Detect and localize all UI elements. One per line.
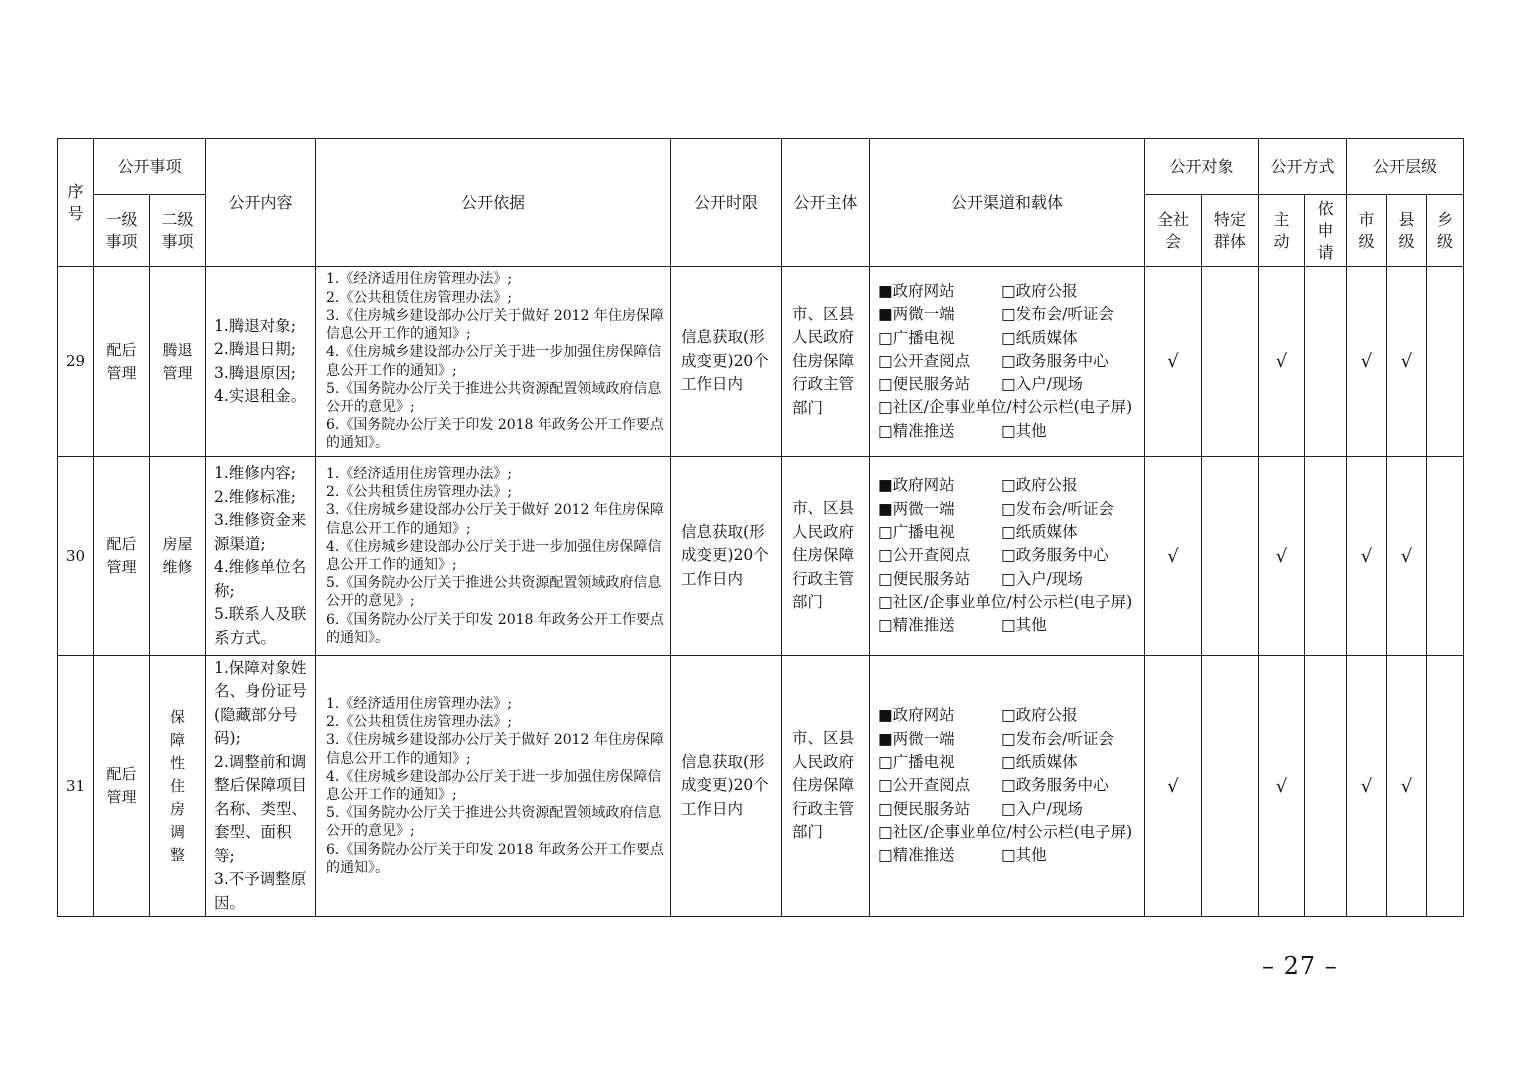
channel-option: □精准推送 bbox=[878, 616, 955, 635]
header-level-county: 县级 bbox=[1387, 195, 1427, 267]
channel-option: □政府公报 bbox=[1001, 476, 1078, 495]
header-matters: 公开事项 bbox=[94, 139, 206, 195]
channel-option: ■两微一端 bbox=[878, 305, 955, 324]
channel-option: □政务服务中心 bbox=[1001, 351, 1109, 370]
content-line: 2.腾退日期; bbox=[214, 340, 297, 358]
header-target-group: 特定群体 bbox=[1202, 195, 1259, 267]
channel-option: □便民服务站 bbox=[878, 799, 971, 818]
row-basis bbox=[316, 457, 671, 656]
channel-option: □入户/现场 bbox=[1001, 799, 1083, 818]
row-content bbox=[206, 656, 316, 917]
row-subject: 市、区县人民政府住房保障行政主管部门 bbox=[782, 457, 870, 656]
header-level-town: 乡级 bbox=[1427, 195, 1464, 267]
content-line: 2.调整前和调整后保障项目名称、类型、套型、面积等; bbox=[214, 752, 308, 865]
channel-option: □政府公报 bbox=[1001, 281, 1078, 300]
disclosure-table bbox=[57, 138, 1464, 917]
basis-line: 4.《住房城乡建设部办公厅关于进一步加强住房保障信息公开工作的通知》; bbox=[326, 768, 662, 803]
check-target-all: √ bbox=[1145, 267, 1202, 457]
channel-option: □便民服务站 bbox=[878, 375, 971, 394]
content-line: 2.维修标准; bbox=[214, 487, 297, 506]
header-method-request: 依申请 bbox=[1305, 195, 1347, 267]
channel-option: ■两微一端 bbox=[878, 499, 955, 518]
basis-line: 2.《公共租赁住房管理办法》; bbox=[326, 484, 513, 501]
check-method-request bbox=[1305, 267, 1347, 457]
check-method-active: √ bbox=[1259, 267, 1305, 457]
check-method-request bbox=[1305, 656, 1347, 917]
basis-line: 6.《国务院办公厅关于印发 2018 年政务公开工作要点的通知》。 bbox=[326, 417, 664, 452]
row-time-limit: 信息获取(形成变更)20个工作日内 bbox=[671, 656, 782, 917]
channel-option: ■政府网站 bbox=[878, 706, 955, 725]
basis-line: 4.《住房城乡建设部办公厅关于进一步加强住房保障信息公开工作的通知》; bbox=[326, 538, 662, 573]
check-target-all: √ bbox=[1145, 457, 1202, 656]
row-basis bbox=[316, 656, 671, 917]
row-seq: 30 bbox=[58, 457, 94, 656]
content-line: 1.维修内容; bbox=[214, 464, 297, 482]
row-channels bbox=[870, 457, 1145, 656]
check-level-city: √ bbox=[1347, 457, 1387, 656]
basis-line: 3.《住房城乡建设部办公厅关于做好 2012 年住房保障信息公开工作的通知》; bbox=[326, 732, 664, 767]
check-method-active: √ bbox=[1259, 656, 1305, 917]
row-level1: 配后管理 bbox=[94, 267, 150, 457]
channel-option: □入户/现场 bbox=[1001, 569, 1083, 588]
content-line: 4.维修单位名称; bbox=[214, 558, 307, 600]
basis-line: 2.《公共租赁住房管理办法》; bbox=[326, 714, 513, 731]
channel-option: □广播电视 bbox=[878, 523, 955, 542]
content-line: 3.维修资金来源渠道; bbox=[214, 511, 307, 553]
check-level-city: √ bbox=[1347, 656, 1387, 917]
row-basis bbox=[316, 267, 671, 457]
channel-option: □其他 bbox=[1001, 846, 1047, 865]
basis-line: 5.《国务院办公厅关于推进公共资源配置领域政府信息公开的意见》; bbox=[326, 380, 662, 415]
header-level-city: 市级 bbox=[1347, 195, 1387, 267]
channel-option: □社区/企事业单位/村公示栏(电子屏) bbox=[878, 398, 1133, 417]
row-content bbox=[206, 457, 316, 656]
channel-option: □政务服务中心 bbox=[1001, 776, 1109, 795]
channel-option: □公开查阅点 bbox=[878, 776, 971, 795]
header-time-limit: 公开时限 bbox=[671, 139, 782, 267]
check-target-group bbox=[1202, 656, 1259, 917]
channel-option: □精准推送 bbox=[878, 421, 955, 440]
channel-option: □纸质媒体 bbox=[1001, 523, 1078, 542]
header-method: 公开方式 bbox=[1259, 139, 1347, 195]
channel-option: □广播电视 bbox=[878, 753, 955, 772]
table-row bbox=[58, 457, 1464, 656]
channel-option: □入户/现场 bbox=[1001, 375, 1083, 394]
channel-option: □纸质媒体 bbox=[1001, 328, 1078, 347]
channel-option: □公开查阅点 bbox=[878, 546, 971, 565]
check-method-active: √ bbox=[1259, 457, 1305, 656]
row-content bbox=[206, 267, 316, 457]
header-level1: 一级事项 bbox=[94, 195, 150, 267]
check-level-city: √ bbox=[1347, 267, 1387, 457]
header-seq: 序号 bbox=[58, 139, 94, 267]
row-level2: 保障性住房调整 bbox=[150, 656, 206, 917]
page-number: – 27 – bbox=[1262, 952, 1338, 980]
table-row bbox=[58, 267, 1464, 457]
check-level-town bbox=[1427, 267, 1464, 457]
channel-option: □发布会/听证会 bbox=[1001, 305, 1114, 324]
channel-option: □其他 bbox=[1001, 616, 1047, 635]
header-channels: 公开渠道和载体 bbox=[870, 139, 1145, 267]
check-method-request bbox=[1305, 457, 1347, 656]
channel-option: ■两微一端 bbox=[878, 729, 955, 748]
header-level2: 二级事项 bbox=[150, 195, 206, 267]
row-time-limit: 信息获取(形成变更)20个工作日内 bbox=[671, 267, 782, 457]
channel-option: □其他 bbox=[1001, 421, 1047, 440]
row-time-limit: 信息获取(形成变更)20个工作日内 bbox=[671, 457, 782, 656]
channel-option: ■政府网站 bbox=[878, 476, 955, 495]
content-line: 1.腾退对象; bbox=[214, 316, 297, 335]
header-method-active: 主动 bbox=[1259, 195, 1305, 267]
channel-option: □发布会/听证会 bbox=[1001, 729, 1114, 748]
channel-option: ■政府网站 bbox=[878, 281, 955, 300]
row-level1: 配后管理 bbox=[94, 457, 150, 656]
basis-line: 4.《住房城乡建设部办公厅关于进一步加强住房保障信息公开工作的通知》; bbox=[326, 344, 662, 379]
content-line: 4.实退租金。 bbox=[214, 387, 307, 405]
header-target: 公开对象 bbox=[1145, 139, 1259, 195]
basis-line: 1.《经济适用住房管理办法》; bbox=[326, 271, 513, 288]
channel-option: □社区/企事业单位/村公示栏(电子屏) bbox=[878, 822, 1133, 841]
basis-line: 1.《经济适用住房管理办法》; bbox=[326, 465, 513, 482]
check-level-town bbox=[1427, 457, 1464, 656]
channel-option: □政府公报 bbox=[1001, 706, 1078, 725]
row-level2: 腾退管理 bbox=[150, 267, 206, 457]
check-level-county: √ bbox=[1387, 457, 1427, 656]
channel-option: □发布会/听证会 bbox=[1001, 499, 1114, 518]
channel-option: □精准推送 bbox=[878, 846, 955, 865]
content-line: 5.联系人及联系方式。 bbox=[214, 605, 307, 647]
row-subject: 市、区县人民政府住房保障行政主管部门 bbox=[782, 267, 870, 457]
check-level-town bbox=[1427, 656, 1464, 917]
check-target-group bbox=[1202, 457, 1259, 656]
row-seq: 31 bbox=[58, 656, 94, 917]
basis-line: 5.《国务院办公厅关于推进公共资源配置领域政府信息公开的意见》; bbox=[326, 805, 662, 840]
channel-option: □纸质媒体 bbox=[1001, 753, 1078, 772]
row-channels bbox=[870, 267, 1145, 457]
header-target-all: 全社会 bbox=[1145, 195, 1202, 267]
basis-line: 2.《公共租赁住房管理办法》; bbox=[326, 289, 513, 306]
check-level-county: √ bbox=[1387, 267, 1427, 457]
channel-option: □便民服务站 bbox=[878, 569, 971, 588]
content-line: 3.不予调整原因。 bbox=[214, 870, 307, 912]
basis-line: 3.《住房城乡建设部办公厅关于做好 2012 年住房保障信息公开工作的通知》; bbox=[326, 307, 664, 343]
row-level2: 房屋维修 bbox=[150, 457, 206, 656]
header-subject: 公开主体 bbox=[782, 139, 870, 267]
channel-option: □政务服务中心 bbox=[1001, 546, 1109, 565]
header-row-1 bbox=[58, 139, 1464, 195]
channel-option: □公开查阅点 bbox=[878, 351, 971, 370]
content-line: 1.保障对象姓名、身份证号(隐藏部分号码); bbox=[214, 658, 308, 748]
check-target-all: √ bbox=[1145, 656, 1202, 917]
row-channels bbox=[870, 656, 1145, 917]
basis-line: 6.《国务院办公厅关于印发 2018 年政务公开工作要点的通知》。 bbox=[326, 611, 664, 646]
basis-line: 5.《国务院办公厅关于推进公共资源配置领域政府信息公开的意见》; bbox=[326, 575, 662, 610]
header-level: 公开层级 bbox=[1347, 139, 1464, 195]
row-level1: 配后管理 bbox=[94, 656, 150, 917]
content-line: 3.腾退原因; bbox=[214, 363, 297, 382]
basis-line: 6.《国务院办公厅关于印发 2018 年政务公开工作要点的通知》。 bbox=[326, 841, 664, 876]
header-basis: 公开依据 bbox=[316, 139, 671, 267]
basis-line: 3.《住房城乡建设部办公厅关于做好 2012 年住房保障信息公开工作的通知》; bbox=[326, 502, 664, 537]
check-target-group bbox=[1202, 267, 1259, 457]
channel-option: □广播电视 bbox=[878, 328, 955, 347]
row-seq: 29 bbox=[58, 267, 94, 457]
table-row bbox=[58, 656, 1464, 917]
channel-option: □社区/企事业单位/村公示栏(电子屏) bbox=[878, 592, 1133, 611]
basis-line: 1.《经济适用住房管理办法》; bbox=[326, 695, 513, 712]
check-level-county: √ bbox=[1387, 656, 1427, 917]
row-subject: 市、区县人民政府住房保障行政主管部门 bbox=[782, 656, 870, 917]
header-content: 公开内容 bbox=[206, 139, 316, 267]
